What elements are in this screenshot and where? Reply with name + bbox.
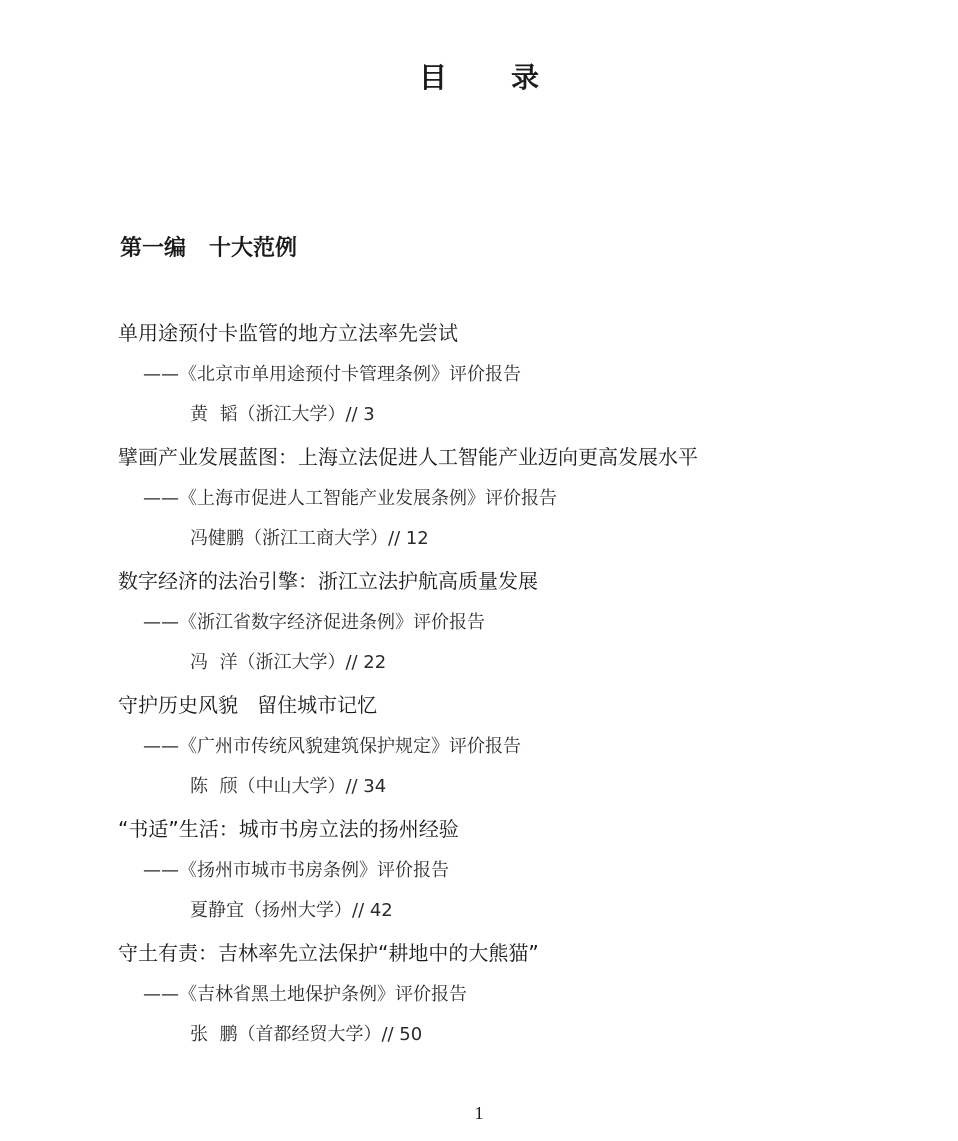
entry-subtitle: ——《广州市传统风貌建筑保护规定》评价报告 xyxy=(143,736,521,757)
entry-subtitle: ——《吉林省黑土地保护条例》评价报告 xyxy=(143,984,467,1005)
entry-title: “书适”生活：城市书房立法的扬州经验 xyxy=(118,817,459,841)
toc-entry xyxy=(0,688,958,812)
entry-title: 数字经济的法治引擎：浙江立法护航高质量发展 xyxy=(118,569,538,593)
entry-author: 黄 韬（浙江大学）// 3 xyxy=(190,404,375,425)
page-number: 1 xyxy=(474,1103,484,1123)
entry-author: 张 鹏（首都经贸大学）// 50 xyxy=(190,1024,423,1045)
entry-title: 守护历史风貌 留住城市记忆 xyxy=(118,693,378,717)
page-title: 目录 xyxy=(418,61,603,94)
toc-entry xyxy=(0,440,958,564)
part-heading: 第一编 十大范例 xyxy=(120,236,297,261)
entry-title: 守土有责：吉林率先立法保护“耕地中的大熊猫” xyxy=(118,941,539,965)
entry-title: 擘画产业发展蓝图：上海立法促进人工智能产业迈向更高发展水平 xyxy=(118,445,698,469)
entry-author: 夏静宜（扬州大学）// 42 xyxy=(190,900,393,921)
entry-author: 冯 洋（浙江大学）// 22 xyxy=(190,652,387,673)
toc-entry xyxy=(0,812,958,936)
toc-entry xyxy=(0,936,958,1060)
toc-entries xyxy=(0,316,958,1060)
entry-subtitle: ——《北京市单用途预付卡管理条例》评价报告 xyxy=(143,364,521,385)
toc-entry xyxy=(0,564,958,688)
entry-author: 冯健鹏（浙江工商大学）// 12 xyxy=(190,528,429,549)
entry-subtitle: ——《浙江省数字经济促进条例》评价报告 xyxy=(143,612,485,633)
entry-title: 单用途预付卡监管的地方立法率先尝试 xyxy=(118,321,458,345)
toc-entry xyxy=(0,316,958,440)
entry-subtitle: ——《扬州市城市书房条例》评价报告 xyxy=(143,860,449,881)
entry-author: 陈 颀（中山大学）// 34 xyxy=(190,776,387,797)
entry-subtitle: ——《上海市促进人工智能产业发展条例》评价报告 xyxy=(143,488,557,509)
